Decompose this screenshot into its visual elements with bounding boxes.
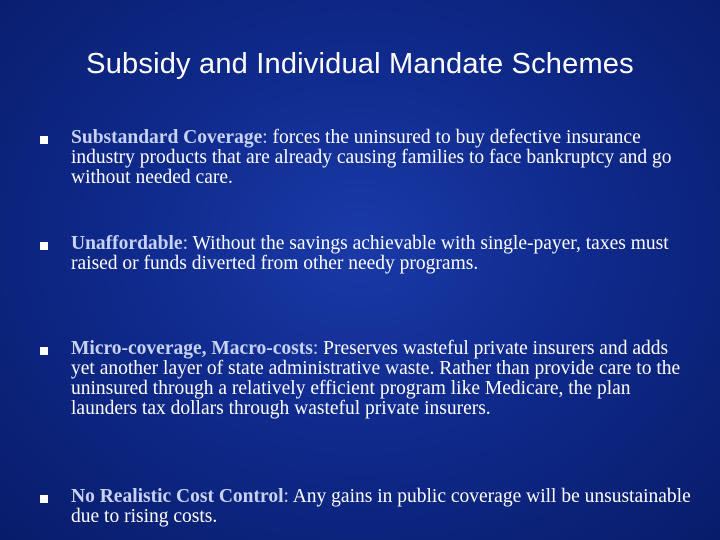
bullet-term: Substandard Coverage <box>71 127 263 148</box>
bullet-term: Micro-coverage, Macro-costs <box>71 338 313 359</box>
slide-title: Subsidy and Individual Mandate Schemes <box>86 48 634 80</box>
bullet-body: Without the savings achievable with single-payer, taxes must raised or funds diverted from other needy programs. <box>71 233 669 274</box>
square-bullet-icon <box>40 136 48 144</box>
bullet-text: Micro-coverage, Macro-costs: Preserves wasteful private insurers and adds yet another layer of state administrative waste. Rather than provide care to the uninsured through a relatively efficient program like Medicare, the plan launders tax dollars through wasteful private insurers. <box>71 338 681 419</box>
bullet-text: Substandard Coverage: forces the uninsured to buy defective insurance industry products that are already causing families to face bankruptcy and go without needed care. <box>71 127 672 188</box>
square-bullet-icon <box>40 347 48 355</box>
bullet-body: Preserves wasteful private insurers and adds yet another layer of state administrative waste. Rather than provide care to the uninsured through a relatively efficient program like Medicare, the plan launders tax dollars through wasteful private insurers. <box>71 338 681 419</box>
square-bullet-icon <box>40 242 48 250</box>
bullet-text: No Realistic Cost Control: Any gains in public coverage will be unsustainable due to rising costs. <box>71 486 691 527</box>
bullet-term: Unaffordable <box>71 233 183 254</box>
square-bullet-icon <box>40 495 48 503</box>
bullet-body: forces the uninsured to buy defective insurance industry products that are already causing families to face bankruptcy and go without needed care. <box>71 127 672 188</box>
bullet-body: Any gains in public coverage will be unsustainable due to rising costs. <box>71 486 691 527</box>
bullet-term: No Realistic Cost Control <box>71 486 284 507</box>
bullet-text: Unaffordable: Without the savings achievable with single-payer, taxes must raised or funds diverted from other needy programs. <box>71 233 669 274</box>
